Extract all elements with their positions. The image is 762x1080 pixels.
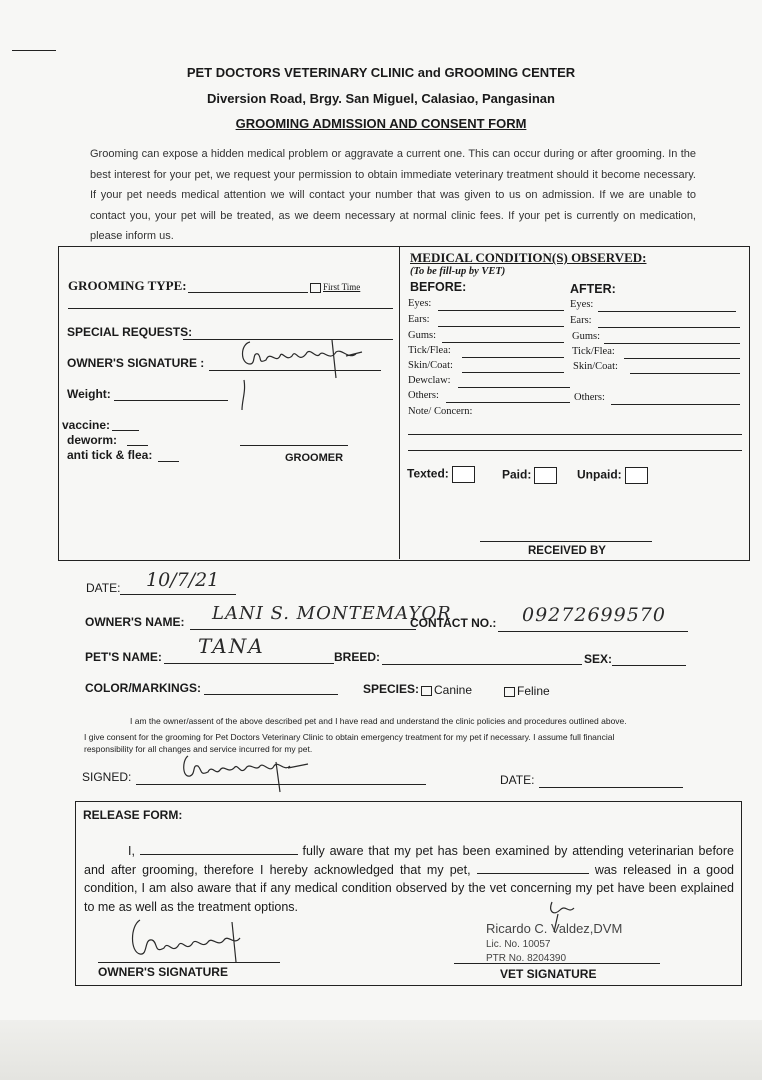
contact-label: CONTACT NO.:	[410, 616, 497, 630]
sex-label: SEX:	[584, 652, 613, 666]
first-time-option[interactable]	[310, 282, 360, 293]
clinic-name: PET DOCTORS VETERINARY CLINIC and GROOMING CENTER	[186, 65, 576, 80]
contact-field[interactable]	[498, 631, 688, 632]
feline-checkbox[interactable]	[504, 687, 515, 697]
texted-option[interactable]	[407, 466, 475, 483]
anti-tick-field[interactable]	[158, 461, 179, 462]
release-i: I,	[128, 844, 135, 858]
paid-label: Paid:	[502, 467, 532, 482]
before-tick-label: Tick/Flea:	[408, 345, 451, 356]
release-title: RELEASE FORM:	[83, 808, 183, 822]
vet-signature-line[interactable]	[454, 963, 660, 964]
anti-tick-label: anti tick & flea:	[67, 448, 153, 462]
intro-paragraph: Grooming can expose a hidden medical problem or aggravate a current one. This can occur during or after grooming. In the best interest for your pet, we request your permission to obtain immediate veterinary treatment should it become necessary. If your pet needs medical attention we will contact your number that was given to us on admission. If we are unable to contact you, your pet will be treated, as we deem necessary at normal clinic fees. If your pet is currently on medication, please inform us.	[90, 148, 696, 242]
before-gums-field[interactable]	[442, 342, 564, 343]
owner-name-label: OWNER'S NAME:	[85, 615, 185, 629]
before-ears-label: Ears:	[408, 314, 430, 325]
before-dewclaw-field[interactable]	[458, 387, 570, 388]
vet-signature-label: VET SIGNATURE	[500, 967, 597, 981]
owner-name-value: LANI S. MONTEMAYOR	[212, 603, 452, 624]
received-by-line[interactable]	[480, 541, 652, 542]
after-gums-field[interactable]	[604, 343, 740, 344]
before-heading: BEFORE:	[410, 280, 467, 294]
canine-label: Canine	[434, 683, 473, 697]
before-eyes-label: Eyes:	[408, 298, 432, 309]
canine-checkbox[interactable]	[421, 686, 432, 696]
pet-name-value: TANA	[198, 634, 265, 658]
release-owner-signature-label: OWNER'S SIGNATURE	[98, 965, 228, 979]
consent-line-3: responsibility for all changes and service incurred for my pet.	[84, 744, 313, 754]
before-ears-field[interactable]	[438, 326, 564, 327]
vaccine-label: vaccine:	[62, 418, 111, 432]
owner-signature-label: OWNER'S SIGNATURE :	[67, 356, 205, 370]
stray-mark	[12, 50, 56, 51]
color-markings-label: COLOR/MARKINGS:	[85, 681, 201, 695]
consent-line-1: I am the owner/assent of the above described pet and I have read and understand the clinic policies and procedures outlined above.	[130, 716, 627, 726]
breed-label: BREED:	[334, 650, 381, 664]
groomer-signature-line[interactable]	[240, 445, 348, 446]
after-skin-field[interactable]	[630, 373, 740, 374]
consent-line-2: I give consent for the grooming for Pet Doctors Veterinary Clinic to obtain emergency treatment for my pet if necessary. I assume full financial	[84, 732, 615, 742]
after-others-label: Others:	[574, 392, 605, 403]
paid-checkbox[interactable]	[534, 467, 557, 484]
deworm-field[interactable]	[127, 445, 148, 446]
grooming-type-field[interactable]	[188, 292, 308, 293]
after-skin-label: Skin/Coat:	[573, 361, 618, 372]
paid-option[interactable]	[502, 467, 557, 484]
release-text-2: was released in a good condition, I am also aware that if any medical condition observed by the vet concerning my pet have been explained to me as well as the treatment options.	[84, 862, 734, 914]
grooming-type-label: GROOMING TYPE:	[68, 278, 187, 293]
release-text-1: fully aware that my pet has been examined by attending veterinarian before and after grooming, therefore I hereby acknowledged that my pet,	[84, 844, 734, 877]
contact-value: 09272699570	[522, 604, 666, 626]
before-skin-field[interactable]	[462, 372, 564, 373]
unpaid-label: Unpaid:	[577, 467, 622, 482]
form-title: GROOMING ADMISSION AND CONSENT FORM	[235, 116, 527, 131]
release-owner-name-blank[interactable]	[140, 842, 298, 855]
release-owner-signature-scribble	[128, 914, 252, 966]
owner-name-field[interactable]	[190, 629, 416, 630]
after-tick-field[interactable]	[624, 358, 740, 359]
feline-option[interactable]	[504, 684, 550, 698]
box-divider	[399, 247, 400, 559]
weight-label: Weight:	[67, 387, 111, 401]
note-line-1[interactable]	[408, 434, 742, 435]
received-by-label: RECEIVED BY	[528, 545, 606, 557]
groomer-label: GROOMER	[285, 452, 344, 464]
signed-label: SIGNED:	[82, 770, 132, 784]
date-value: 10/7/21	[146, 569, 220, 591]
note-label: Note/ Concern:	[408, 406, 473, 417]
vet-name: Ricardo C. Valdez,DVM	[486, 921, 623, 936]
consent-date-field[interactable]	[539, 787, 683, 788]
note-line-2[interactable]	[408, 450, 742, 451]
weight-field[interactable]	[114, 400, 228, 401]
medical-title: MEDICAL CONDITION(S) OBSERVED:	[410, 250, 647, 265]
first-time-label: First Time	[323, 282, 361, 292]
breed-field[interactable]	[382, 664, 582, 665]
medical-subtitle: (To be fill-up by VET)	[410, 266, 506, 277]
before-others-field[interactable]	[446, 402, 570, 403]
release-pet-name-blank[interactable]	[477, 861, 589, 874]
before-eyes-field[interactable]	[438, 310, 564, 311]
vet-license: Lic. No. 10057	[486, 939, 551, 950]
feline-label: Feline	[517, 684, 550, 698]
vet-initial-scribble	[544, 896, 584, 936]
after-eyes-field[interactable]	[598, 311, 736, 312]
unpaid-option[interactable]	[577, 467, 648, 484]
before-tick-field[interactable]	[462, 357, 564, 358]
pet-name-label: PET'S NAME:	[85, 650, 162, 664]
sex-field[interactable]	[612, 665, 686, 666]
release-paragraph	[84, 842, 734, 916]
color-markings-field[interactable]	[204, 694, 338, 695]
before-dewclaw-label: Dewclaw:	[408, 375, 451, 386]
after-heading: AFTER:	[570, 282, 616, 296]
species-label: SPECIES:	[363, 682, 420, 696]
after-gums-label: Gums:	[572, 331, 601, 342]
date-field[interactable]	[120, 594, 236, 595]
special-requests-label: SPECIAL REQUESTS:	[67, 325, 193, 339]
date-label: DATE:	[86, 581, 121, 595]
texted-checkbox[interactable]	[452, 466, 475, 483]
owner-signature-scribble	[236, 334, 370, 414]
canine-option[interactable]	[421, 683, 472, 697]
after-tick-label: Tick/Flea:	[572, 346, 615, 357]
before-gums-label: Gums:	[408, 330, 437, 341]
page-bottom-shadow	[0, 1020, 762, 1080]
after-ears-field[interactable]	[598, 327, 740, 328]
before-skin-label: Skin/Coat:	[408, 360, 453, 371]
release-owner-signature-line[interactable]	[98, 962, 280, 963]
after-ears-label: Ears:	[570, 315, 592, 326]
consent-date-label: DATE:	[500, 773, 535, 787]
vaccine-field[interactable]	[112, 430, 139, 431]
texted-label: Texted:	[407, 466, 449, 481]
deworm-label: deworm:	[67, 433, 118, 447]
clinic-address: Diversion Road, Brgy. San Miguel, Calasiao, Pangasinan	[207, 91, 555, 106]
before-others-label: Others:	[408, 390, 439, 401]
vet-ptr: PTR No. 8204390	[486, 953, 567, 964]
unpaid-checkbox[interactable]	[625, 467, 648, 484]
after-eyes-label: Eyes:	[570, 299, 594, 310]
after-others-field[interactable]	[611, 404, 740, 405]
consent-signature-scribble	[180, 752, 316, 798]
grooming-extra-line[interactable]	[68, 308, 393, 309]
first-time-checkbox[interactable]	[310, 283, 321, 293]
pet-name-field[interactable]	[164, 663, 334, 664]
